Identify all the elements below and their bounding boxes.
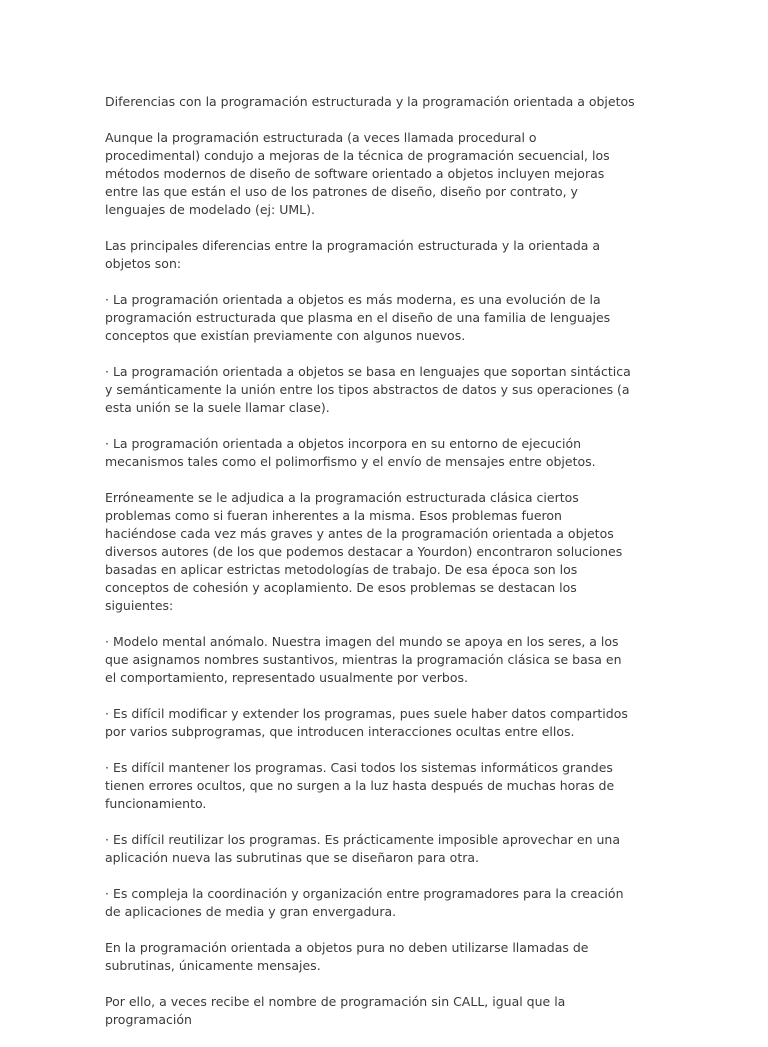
paragraph-pure-oop: En la programación orientada a objetos pura no deben utilizarse llamadas de subrutinas, únicamente mensajes.	[105, 940, 589, 973]
bullet-problem-3: · Es difícil mantener los programas. Casi todos los sistemas informáticos grandes tienen errores ocultos, que no surgen a la luz hasta después de muchas horas de funcionamiento.	[105, 760, 615, 811]
bullet-problem-5: · Es compleja la coordinación y organización entre programadores para la creación de aplicaciones de media y gran envergadura.	[105, 886, 624, 919]
bullet-problem-4: · Es difícil reutilizar los programas. Es prácticamente imposible aprovechar en una aplicación nueva las subrutinas que se diseñaron para otra.	[105, 832, 621, 865]
bullet-difference-2: · La programación orientada a objetos se basa en lenguajes que soportan sintáctica y semánticamente la unión entre los tipos abstractos de datos y sus operaciones (a esta unión se la suele llamar clase).	[105, 364, 631, 415]
document-title: Diferencias con la programación estructurada y la programación orientada a objetos	[105, 94, 635, 109]
bullet-problem-1: · Modelo mental anómalo. Nuestra imagen del mundo se apoya en los seres, a los que asignamos nombres sustantivos, mientras la programación clásica se basa en el comportamiento, representado usualmente por verbos.	[105, 634, 622, 685]
paragraph-no-call: Por ello, a veces recibe el nombre de programación sin CALL, igual que la programación	[105, 994, 566, 1027]
bullet-problem-2: · Es difícil modificar y extender los programas, pues suele haber datos compartidos por varios subprogramas, que introducen interacciones ocultas entre ellos.	[105, 706, 628, 739]
paragraph-intro: Aunque la programación estructurada (a veces llamada procedural o procedimental) condujo a mejoras de la técnica de programación secuencial, los métodos modernos de diseño de software orientado a objetos incluyen mejoras entre las que están el uso de los patrones de diseño, diseño por contrato, y lenguajes de modelado (ej: UML).	[105, 130, 610, 217]
document-page	[105, 93, 635, 1047]
bullet-difference-1: · La programación orientada a objetos es más moderna, es una evolución de la programación estructurada que plasma en el diseño de una familia de lenguajes conceptos que existían previamente con algunos nuevos.	[105, 292, 611, 343]
paragraph-problems-lead: Erróneamente se le adjudica a la programación estructurada clásica ciertos problemas como si fueran inherentes a la misma. Esos problemas fueron haciéndose cada vez más graves y antes de la programación orientada a objetos diversos autores (de los que podemos destacar a Yourdon) encontraron soluciones basadas en aplicar estrictas metodologías de trabajo. De esa época son los conceptos de cohesión y acoplamiento. De esos problemas se destacan los siguientes:	[105, 490, 623, 613]
bullet-difference-3: · La programación orientada a objetos incorpora en su entorno de ejecución mecanismos tales como el polimorfismo y el envío de mensajes entre objetos.	[105, 436, 596, 469]
paragraph-differences-lead: Las principales diferencias entre la programación estructurada y la orientada a objetos son:	[105, 238, 601, 271]
